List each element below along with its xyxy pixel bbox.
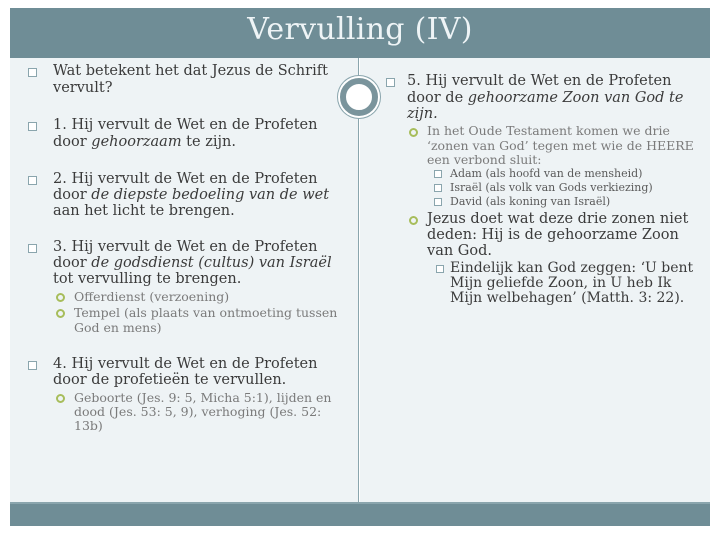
point-5-quote-line-1: Eindelijk kan God zeggen: ‘U bent — [450, 260, 694, 276]
square-bullet-icon — [434, 198, 442, 206]
point-5-line-1: 5. Hij vervult de Wet en de Profeten — [407, 73, 672, 89]
square-bullet-icon — [28, 68, 37, 77]
square-bullet-icon — [28, 361, 37, 370]
point-5-sub-2-line-1: Jezus doet wat deze drie zonen niet — [427, 211, 689, 227]
square-bullet-icon — [434, 170, 442, 178]
point-2-line-1: 2. Hij vervult de Wet en de Profeten — [53, 171, 318, 187]
square-bullet-icon — [28, 244, 37, 253]
point-1-line-2: door gehoorzaam te zijn. — [53, 134, 236, 150]
point-3-sub-2-line-1: Tempel (als plaats van ontmoeting tussen — [74, 305, 338, 320]
slide-title: Vervulling (IV) — [247, 12, 473, 47]
son-item-adam: Adam (als hoofd van de mensheid) — [450, 167, 643, 180]
ring-bullet-icon — [56, 309, 65, 318]
point-5-sub-1-line-2: ‘zonen van God’ tegen met wie de HEERE — [427, 138, 694, 153]
point-1-line-1: 1. Hij vervult de Wet en de Profeten — [53, 117, 318, 133]
square-bullet-icon — [28, 176, 37, 185]
point-3-line-2: door de godsdienst (cultus) van Israël — [53, 255, 332, 271]
point-4-sub-line-3: 13b) — [74, 418, 103, 433]
son-item-david: David (als koning van Israël) — [450, 195, 611, 208]
point-5-line-3: zijn. — [407, 106, 438, 122]
point-4-sub-line-1: Geboorte (Jes. 9: 5, Micha 5:1), lijden en — [74, 390, 332, 405]
divider-circle-ornament — [340, 78, 378, 116]
point-4-sub-line-2: dood (Jes. 53: 5, 9), verhoging (Jes. 52: — [74, 404, 322, 419]
ring-bullet-icon — [56, 293, 65, 302]
point-2-line-3: aan het licht te brengen. — [53, 203, 235, 219]
square-bullet-icon — [386, 78, 395, 87]
point-5-sub-1-line-1: In het Oude Testament komen we drie — [427, 123, 670, 138]
point-5-quote-line-2: Mijn geliefde Zoon, in U heb Ik — [450, 275, 672, 291]
square-bullet-icon — [28, 122, 37, 131]
ring-bullet-icon — [409, 128, 418, 137]
point-5-sub-1-line-3: een verbond sluit: — [427, 152, 542, 167]
question-line-1: Wat betekent het dat Jezus de Schrift — [53, 63, 328, 79]
point-3-line-3: tot vervulling te brengen. — [53, 271, 242, 287]
son-item-israel: Israël (als volk van Gods verkiezing) — [450, 181, 653, 194]
question-line-2: vervult? — [53, 80, 113, 96]
square-bullet-icon — [436, 265, 444, 273]
point-3-sub-2-line-2: God en mens) — [74, 320, 162, 335]
point-3-line-1: 3. Hij vervult de Wet en de Profeten — [53, 239, 318, 255]
point-5-line-2: door de gehoorzame Zoon van God te — [407, 90, 684, 106]
ring-bullet-icon — [409, 216, 418, 225]
point-5-sub-2-line-2: deden: Hij is de gehoorzame Zoon — [427, 227, 679, 243]
point-2-line-2: door de diepste bedoeling van de wet — [53, 187, 330, 203]
point-3-sub-1: Offerdienst (verzoening) — [74, 289, 230, 304]
bottom-band — [10, 504, 710, 526]
square-bullet-icon — [434, 184, 442, 192]
ring-bullet-icon — [56, 394, 65, 403]
point-5-sub-2-line-3: van God. — [427, 243, 492, 259]
point-4-line-1: 4. Hij vervult de Wet en de Profeten — [53, 356, 318, 372]
point-5-quote-line-3: Mijn welbehagen’ (Matth. 3: 22). — [450, 290, 685, 306]
point-4-line-2: door de profetieën te vervullen. — [53, 372, 287, 388]
